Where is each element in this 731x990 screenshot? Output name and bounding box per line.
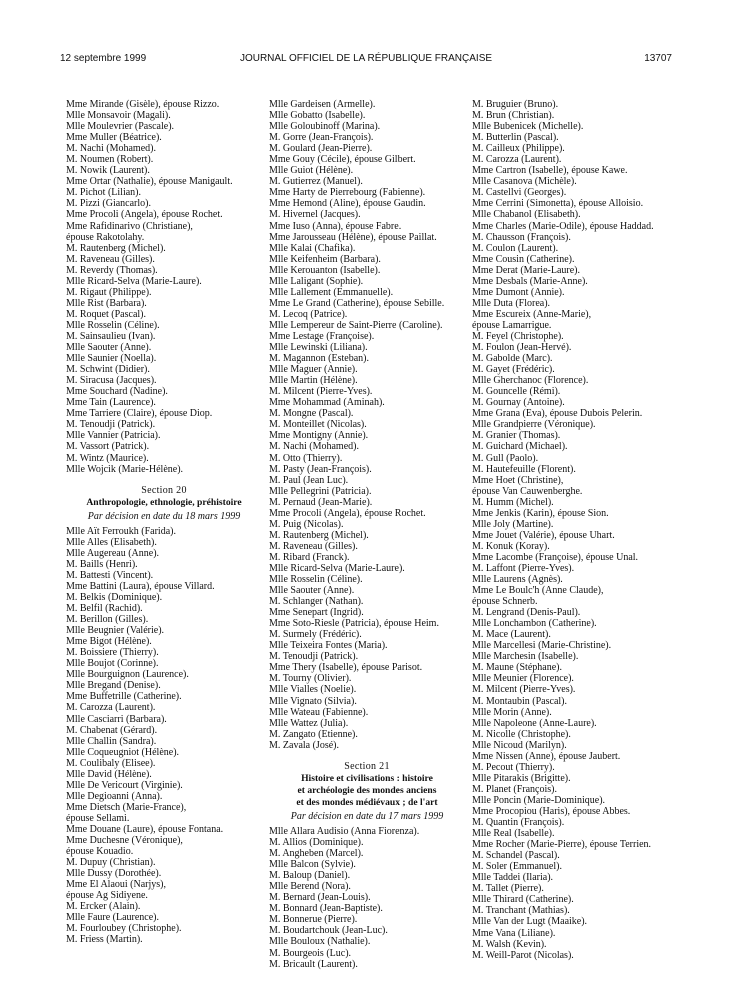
list-item: Mlle Real (Isabelle). — [472, 828, 555, 840]
list-item: épouse Lamarrigue. — [472, 319, 552, 331]
list-item: M. Allios (Dominique). — [269, 837, 364, 849]
list-item: Mme Harty de Pierrebourg (Fabienne). — [269, 187, 426, 199]
list-item: M. Tranchant (Mathias). — [472, 905, 570, 917]
list-item: M. Boissiere (Thierry). — [66, 647, 159, 659]
list-item: Mme Tarriere (Claire), épouse Diop. — [66, 408, 213, 420]
list-item: M. Bonnerue (Pierre). — [269, 914, 358, 926]
list-item: M. Schandel (Pascal). — [472, 850, 560, 862]
list-item: Mlle Keifenheim (Barbara). — [269, 253, 381, 265]
list-item: M. Lecoq (Patrice). — [269, 308, 348, 320]
list-item: Mme Jenkis (Karin), épouse Sion. — [472, 507, 609, 519]
section-number: Section 21 — [344, 760, 390, 772]
list-item: Mlle Poncin (Marie-Dominique). — [472, 794, 606, 806]
list-item: M. Schwint (Didier). — [66, 364, 150, 376]
list-item: M. Hivernel (Jacques). — [269, 209, 361, 221]
list-item: Mlle Ricard-Selva (Marie-Laure). — [66, 275, 202, 287]
list-item: Mlle Casciarri (Barbara). — [66, 713, 167, 725]
list-item: M. Walsh (Kevin). — [472, 938, 547, 950]
list-item: M. Guichard (Michael). — [472, 441, 568, 453]
list-item: épouse Rakotolahy. — [66, 231, 145, 243]
list-item: M. Maune (Stéphane). — [472, 662, 562, 674]
list-item: Mlle Martin (Hélène). — [269, 375, 358, 387]
list-item: M. Reverdy (Thomas). — [66, 264, 158, 276]
list-item: M. Bricault (Laurent). — [269, 958, 358, 970]
list-item: Mme Rafidinarivo (Christiane), — [66, 220, 193, 232]
list-item: M. Angheben (Marcel). — [269, 848, 364, 860]
list-item: Mme Escureix (Anne-Marie), — [472, 308, 592, 320]
list-item: Mlle Goloubinoff (Marina). — [269, 121, 381, 133]
list-item: M. Humm (Michel). — [472, 496, 554, 508]
list-item: Mlle Boujot (Corinne). — [66, 658, 159, 670]
list-item: M. Butterlin (Pascal). — [472, 132, 559, 144]
list-item: Mlle Marcellesi (Marie-Christine). — [472, 640, 612, 652]
list-item: Mlle Van der Lugt (Maaike). — [472, 916, 588, 928]
list-item: Mlle De Vericourt (Virginie). — [66, 779, 183, 791]
list-item: Mme Buffetrille (Catherine). — [66, 691, 182, 703]
list-item: Mlle Monsavoir (Magali). — [66, 110, 171, 122]
list-item: Mme Bigot (Hélène). — [66, 636, 152, 648]
list-item: M. Tenoudji (Patrick). — [66, 419, 156, 431]
list-item: M. Monteillet (Nicolas). — [269, 419, 367, 431]
list-item: M. Granier (Thomas). — [472, 430, 561, 442]
list-item: Mlle Alles (Elisabeth). — [66, 536, 157, 548]
list-item: M. Bernard (Jean-Louis). — [269, 892, 371, 904]
name-list — [66, 99, 262, 475]
list-item: Mme Grana (Eva), épouse Dubois Pelerin. — [472, 408, 643, 420]
list-item: M. Pichot (Lilian). — [66, 187, 141, 199]
list-item: Mlle Maguer (Annie). — [269, 364, 358, 376]
list-item: Mlle Allara Audisio (Anna Fiorenza). — [269, 826, 420, 837]
list-item: Mlle Morin (Anne). — [472, 706, 552, 718]
list-item: M. Mongne (Pascal). — [269, 408, 354, 420]
list-item: Mlle Meunier (Florence). — [472, 673, 574, 685]
list-item: M. Foulon (Jean-Hervé). — [472, 342, 572, 354]
list-item: Mme Souchard (Nadine). — [66, 386, 168, 398]
list-item: M. Nicolle (Christophe). — [472, 728, 571, 740]
list-item: M. Berillon (Gilles). — [66, 614, 149, 626]
list-item: Mme Le Boulc'h (Anne Claude), — [472, 585, 604, 597]
list-item: M. Cailleux (Philippe). — [472, 143, 565, 155]
list-item: M. Friess (Martin). — [66, 934, 143, 946]
list-item: Mlle Moulevrier (Pascale). — [66, 121, 175, 133]
list-item: M. Pasty (Jean-François). — [269, 463, 372, 475]
list-item: M. Ribard (Franck). — [269, 551, 350, 563]
list-item: M. Rautenberg (Michel). — [269, 529, 369, 541]
list-item: Mlle Rist (Barbara). — [66, 297, 147, 309]
list-item: M. Puig (Nicolas). — [269, 518, 344, 530]
list-item: Mlle Taddei (Ilaria). — [472, 872, 554, 884]
list-item: Mme Cousin (Catherine). — [472, 253, 575, 265]
list-item: Mme Montigny (Annie). — [269, 430, 369, 442]
list-item: Mlle Pitarakis (Brigitte). — [472, 772, 571, 784]
list-item: M. Feyel (Christophe). — [472, 330, 564, 342]
list-item: M. Surmely (Frédéric). — [269, 629, 362, 641]
list-item: épouse Ag Sidiyene. — [66, 890, 148, 902]
list-item: Mme Lestage (Françoise). — [269, 330, 375, 342]
list-item: M. Chabenat (Gérard). — [66, 724, 158, 736]
list-item: M. Pecout (Thierry). — [472, 761, 555, 773]
list-item: M. Gutierrez (Manuel). — [269, 176, 363, 188]
list-item: M. Bonnard (Jean-Baptiste). — [269, 903, 383, 915]
list-item: Mlle Vialles (Noelie). — [269, 684, 357, 696]
section-title-line: et des mondes médiévaux ; de l'art — [296, 796, 438, 808]
list-item: Mme Dietsch (Marie-France), — [66, 801, 187, 813]
list-item: M. Baills (Henri). — [66, 558, 138, 570]
page-header — [60, 53, 672, 67]
list-item: Mlle Augereau (Anne). — [66, 547, 160, 559]
list-item: Mme Lacombe (Françoise), épouse Unal. — [472, 551, 639, 563]
list-item: M. Lengrand (Denis-Paul). — [472, 607, 581, 619]
list-item: M. Raveneau (Gilles). — [269, 540, 358, 552]
list-item: Mme Hemond (Aline), épouse Gaudin. — [269, 198, 426, 210]
section-title-line: et archéologie des mondes anciens — [297, 784, 437, 796]
list-item: M. Soler (Emmanuel). — [472, 861, 562, 873]
list-item: M. Gouncelle (Rémi). — [472, 386, 561, 398]
list-item: M. Carozza (Laurent). — [472, 154, 562, 166]
list-item: M. Gayet (Frédéric). — [472, 364, 555, 376]
list-item: épouse Schnerb. — [472, 596, 538, 608]
list-item: Mme Battini (Laura), épouse Villard. — [66, 580, 215, 592]
list-item: Mlle Teixeira Fontes (Maria). — [269, 640, 388, 652]
list-item: Mlle Joly (Martine). — [472, 518, 554, 530]
column-1 — [66, 99, 262, 946]
list-item: M. Zangato (Etienne). — [269, 728, 358, 740]
list-item: Mlle Lallement (Emmanuelle). — [269, 286, 394, 298]
name-list — [269, 826, 465, 970]
list-item: M. Schlanger (Nathan). — [269, 596, 364, 608]
list-item: M. Laffont (Pierre-Yves). — [472, 562, 575, 574]
list-item: M. Raveneau (Gilles). — [66, 253, 155, 265]
list-item: Mme Le Grand (Catherine), épouse Sebille. — [269, 297, 445, 309]
list-item: Mlle Kalai (Chafika). — [269, 242, 356, 254]
list-item: Mlle Rosselin (Céline). — [269, 574, 363, 586]
list-item: Mlle Bubenicek (Michelle). — [472, 121, 584, 133]
name-list — [269, 99, 465, 751]
list-item: M. Bruguier (Bruno). — [472, 99, 559, 110]
list-item: Mlle Coqueugniot (Hélène). — [66, 746, 180, 758]
list-item: Mme Senepart (Ingrid). — [269, 607, 364, 619]
list-item: M. Nachi (Mohamed). — [66, 143, 156, 155]
list-item: M. Ercker (Alain). — [66, 901, 141, 913]
list-item: Mme Muller (Béatrice). — [66, 132, 162, 144]
list-item: M. Milcent (Pierre-Yves). — [269, 386, 373, 398]
list-item: M. Weill-Parot (Nicolas). — [472, 949, 574, 961]
list-item: Mlle Bouloux (Nathalie). — [269, 936, 371, 948]
list-item: Mlle Beugnier (Valérie). — [66, 625, 165, 637]
list-item: Mlle Vannier (Patricia). — [66, 430, 161, 442]
list-item: M. Milcent (Pierre-Yves). — [472, 684, 576, 696]
list-item: Mlle Lempereur de Saint-Pierre (Caroline). — [269, 319, 443, 331]
list-item: Mlle Wojcik (Marie-Hélène). — [66, 463, 184, 475]
list-item: Mlle Ricard-Selva (Marie-Laure). — [269, 562, 405, 574]
list-item: Mme Derat (Marie-Laure). — [472, 264, 580, 276]
list-item: Mme Procoli (Angela), épouse Rochet. — [66, 209, 223, 221]
list-item: Mlle Berend (Nora). — [269, 881, 351, 893]
list-item: M. Magannon (Esteban). — [269, 353, 369, 365]
list-item: M. Fourloubey (Christophe). — [66, 923, 182, 935]
list-item: M. Belkis (Dominique). — [66, 592, 163, 604]
list-item: Mlle Chabanol (Elisabeth). — [472, 209, 581, 221]
list-item: Mlle Rosselin (Céline). — [66, 319, 160, 331]
list-item: Mlle Aït Ferroukh (Farida). — [66, 525, 176, 537]
list-item: M. Coulon (Laurent). — [472, 242, 559, 254]
section-title: Anthropologie, ethnologie, préhistoire — [86, 496, 242, 508]
list-item: M. Quantin (François). — [472, 817, 565, 829]
list-item: Mlle Duta (Florea). — [472, 297, 551, 309]
list-item: M. Noumen (Robert). — [66, 154, 154, 166]
list-item: M. Battesti (Vincent). — [66, 569, 154, 581]
list-item: M. Rigaut (Philippe). — [66, 286, 152, 298]
list-item: M. Planet (François). — [472, 783, 557, 795]
list-item: M. Zavala (José). — [269, 739, 339, 751]
column-2 — [269, 99, 465, 970]
list-item: Mlle Laurens (Agnès). — [472, 574, 563, 586]
list-item: M. Baloup (Daniel). — [269, 870, 351, 882]
list-item: M. Montaubin (Pascal). — [472, 695, 567, 707]
name-list — [472, 99, 672, 961]
list-item: Mlle Bourguignon (Laurence). — [66, 669, 189, 681]
list-item: Mlle Kerouanton (Isabelle). — [269, 264, 381, 276]
list-item: Mme Gouy (Cécile), épouse Gilbert. — [269, 154, 416, 166]
list-item: M. Roquet (Pascal). — [66, 308, 146, 320]
list-item: Mme Tain (Laurence). — [66, 397, 156, 409]
list-item: Mlle Challin (Sandra). — [66, 735, 157, 747]
list-item: Mme Iuso (Anna), épouse Fabre. — [269, 220, 402, 232]
list-item: Mme Dumont (Annie). — [472, 286, 565, 298]
list-item: M. Boudartchouk (Jean-Luc). — [269, 925, 388, 937]
list-item: Mme Mohammad (Aminah). — [269, 397, 385, 409]
list-item: Mlle Saouter (Anne). — [66, 342, 152, 354]
list-item: M. Siracusa (Jacques). — [66, 375, 157, 387]
header-journal-title: JOURNAL OFFICIEL DE LA RÉPUBLIQUE FRANÇAISE — [239, 53, 493, 64]
list-item: Mme Ortar (Nathalie), épouse Manigault. — [66, 176, 233, 188]
list-item: M. Pizzi (Giancarlo). — [66, 198, 151, 210]
list-item: M. Nowik (Laurent). — [66, 165, 150, 177]
list-item: Mme Douane (Laure), épouse Fontana. — [66, 824, 224, 835]
list-item: Mme Thery (Isabelle), épouse Parisot. — [269, 662, 423, 674]
list-item: Mme Soto-Riesle (Patricia), épouse Heim. — [269, 618, 439, 630]
list-item: Mlle Dussy (Dorothée). — [66, 868, 162, 880]
list-item: épouse Kouadio. — [66, 846, 134, 858]
list-item: M. Konuk (Koray). — [472, 540, 550, 552]
list-item: M. Gorre (Jean-François). — [269, 132, 374, 144]
list-item: Mlle Lonchambon (Catherine). — [472, 618, 597, 630]
list-item: Mme Procoli (Angela), épouse Rochet. — [269, 507, 426, 519]
list-item: Mlle Gherchanoc (Florence). — [472, 375, 589, 387]
section-number: Section 20 — [141, 484, 187, 496]
list-item: Mlle Faure (Laurence). — [66, 912, 160, 924]
list-item: M. Chausson (François). — [472, 231, 571, 243]
header-date: 12 septembre 1999 — [60, 53, 147, 64]
list-item: Mme Desbals (Marie-Anne). — [472, 275, 588, 287]
list-item: Mlle Guiot (Hélène). — [269, 165, 354, 177]
list-item: M. Nachi (Mohamed). — [269, 441, 359, 453]
list-item: Mme Jouet (Valérie), épouse Uhart. — [472, 529, 615, 541]
list-item: Mlle Vignato (Silvia). — [269, 695, 357, 707]
header-page-number: 13707 — [644, 53, 672, 64]
name-list — [66, 526, 262, 946]
list-item: Mlle Gobatto (Isabelle). — [269, 110, 366, 122]
list-item: Mlle Casanova (Michèle). — [472, 176, 577, 188]
list-item: Mme Vana (Liliane). — [472, 927, 556, 939]
list-item: Mme Nissen (Anne), épouse Jaubert. — [472, 750, 621, 762]
list-item: Mlle Wattez (Julia). — [269, 717, 349, 729]
list-item: Mlle Wateau (Fabienne). — [269, 706, 369, 718]
list-item: M. Goulard (Jean-Pierre). — [269, 143, 373, 155]
list-item: Mlle Laligant (Sophie). — [269, 275, 364, 287]
list-item: Mlle Saouter (Anne). — [269, 585, 355, 597]
list-item: M. Tourny (Olivier). — [269, 673, 352, 685]
list-item: Mlle Napoleone (Anne-Laure). — [472, 717, 597, 729]
list-item: Mlle Bregand (Denise). — [66, 680, 161, 692]
list-item: Mme Hoet (Christine), — [472, 474, 564, 486]
list-item: M. Wintz (Maurice). — [66, 452, 149, 464]
list-item: M. Hautefeuille (Florent). — [472, 463, 576, 475]
list-item: M. Dupuy (Christian). — [66, 857, 156, 869]
list-item: Mlle Thirard (Catherine). — [472, 894, 574, 906]
list-item: Mme Duchesne (Véronique), — [66, 835, 183, 847]
list-item: M. Mace (Laurent). — [472, 629, 551, 641]
section-title-line: Histoire et civilisations : histoire — [301, 772, 433, 784]
list-item: Mme Mirande (Gisèle), épouse Rizzo. — [66, 99, 220, 110]
list-item: Mme El Alaoui (Narjys), — [66, 879, 166, 891]
list-item: Mlle Nicoud (Marilyn). — [472, 739, 567, 751]
list-item: Mlle Degioanni (Anna). — [66, 790, 163, 802]
list-item: Mme Cartron (Isabelle), épouse Kawe. — [472, 165, 628, 177]
list-item: M. Rautenberg (Michel). — [66, 242, 166, 254]
list-item: Mlle Grandpierre (Véronique). — [472, 419, 596, 431]
list-item: M. Coulibaly (Elisee). — [66, 757, 156, 769]
section-decision: Par décision en date du 18 mars 1999 — [87, 510, 241, 522]
list-item: Mlle Saunier (Noella). — [66, 353, 157, 365]
column-3 — [472, 99, 672, 961]
list-item: Mme Procopiou (Haris), épouse Abbes. — [472, 806, 631, 817]
list-item: Mlle Lewinski (Liliana). — [269, 342, 368, 354]
list-item: Mme Rocher (Marie-Pierre), épouse Terrien. — [472, 839, 652, 851]
list-item: Mlle Pellegrini (Patricia). — [269, 485, 372, 497]
list-item: M. Tenoudji (Patrick). — [269, 651, 359, 663]
list-item: M. Pernaud (Jean-Marie). — [269, 496, 373, 508]
list-item: M. Otto (Thierry). — [269, 452, 343, 464]
list-item: épouse Sellami. — [66, 812, 130, 824]
list-item: Mme Jarousseau (Hélène), épouse Paillat. — [269, 231, 437, 243]
list-item: M. Castellvi (Georges). — [472, 187, 567, 199]
list-item: M. Gabolde (Marc). — [472, 353, 553, 365]
list-item: M. Paul (Jean Luc). — [269, 474, 349, 486]
list-item: M. Carozza (Laurent). — [66, 702, 156, 714]
list-item: Mme Charles (Marie-Odile), épouse Haddad. — [472, 220, 654, 232]
list-item: Mlle Marchesin (Isabelle). — [472, 651, 579, 663]
list-item: M. Brun (Christian). — [472, 110, 555, 122]
list-item: Mlle Balcon (Sylvie). — [269, 859, 356, 871]
list-item: M. Sainsaulieu (Ivan). — [66, 330, 156, 342]
list-item: M. Vassort (Patrick). — [66, 441, 150, 453]
list-item: M. Tallet (Pierre). — [472, 883, 544, 895]
section-decision: Par décision en date du 17 mars 1999 — [290, 810, 444, 822]
list-item: M. Bourgeois (Luc). — [269, 947, 352, 959]
list-item: épouse Van Cauwenberghe. — [472, 485, 583, 497]
list-item: Mme Cerrini (Simonetta), épouse Alloisio. — [472, 198, 644, 210]
list-item: Mlle Gardeisen (Armelle). — [269, 99, 376, 110]
list-item: Mlle David (Hélène). — [66, 768, 152, 780]
list-item: M. Gull (Paolo). — [472, 452, 539, 464]
list-item: M. Belfil (Rachid). — [66, 603, 143, 615]
list-item: M. Gournay (Antoine). — [472, 397, 565, 409]
